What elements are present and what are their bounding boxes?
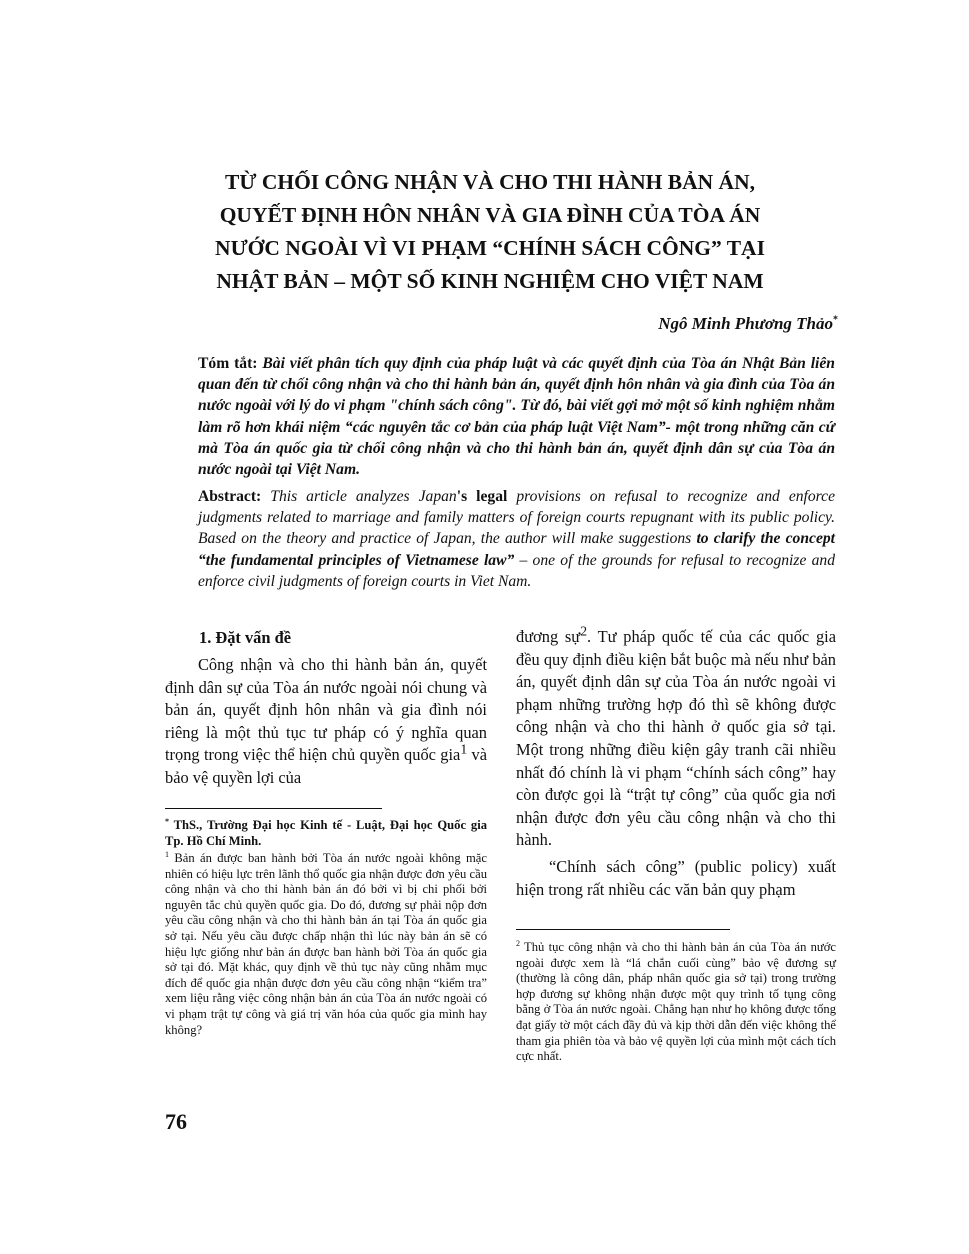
abstract-vn-text: Bài viết phân tích quy định của pháp luật và các quyết định của Tòa án Nhật Bản liên quan đến từ chối công nhận và cho thi hành bản án, quyết định hôn nhân và gia đình của Tòa án nước ngoài với lý do vi phạm "chính sách công". Từ đó, bài viết gợi mở một số kinh nghiệm nhằm làm rõ hơn khái niệm “các nguyên tắc cơ bản của pháp luật Việt Nam”- một trong những căn cứ mà Tòa án quốc gia từ chối công nhận và cho thi hành bản án, quyết định dân sự của Tòa án nước ngoài tại Việt Nam. (198, 355, 835, 479)
abstract-en-text: – one of the grounds for refusal to recognize and enforce civil judgments of foreign courts in Viet Nam. (198, 551, 835, 590)
paragraph-text: và bảo vệ quyền lợi của (165, 745, 487, 787)
page-number: 76 (165, 1109, 187, 1134)
author-byline (450, 314, 838, 334)
abstract-en-bold: to clarify the concept “the fundamental principles of Vietnamese law” (198, 530, 835, 569)
abstract-en-text: This article analyzes Japan (270, 488, 457, 505)
body-paragraph (516, 623, 836, 852)
author-name: Ngô Minh Phương Thảo (658, 314, 833, 333)
title-line: NƯỚC NGOÀI VÌ VI PHẠM “CHÍNH SÁCH CÔNG” TẠI (215, 236, 765, 260)
abstract-en-bold: 's legal (456, 488, 508, 505)
title-line: TỪ CHỐI CÔNG NHẬN VÀ CHO THI HÀNH BẢN ÁN, (225, 170, 755, 194)
body-paragraph (165, 654, 487, 790)
footnote-author (165, 818, 487, 849)
paragraph-text: Công nhận và cho thi hành bản án, quyết định dân sự của Tòa án nước ngoài nói chung và bản án, quyết định hôn nhân và gia đình nói riêng là một thủ tục tư pháp có ý nghĩa quan trọng trong việc thể hiện chủ quyền quốc gia (165, 655, 487, 765)
footnote-text: ThS., Trường Đại học Kinh tế - Luật, Đại học Quốc gia Tp. Hồ Chí Minh. (165, 818, 487, 848)
paragraph-text: . Tư pháp quốc tế của các quốc gia đều quy định điều kiện bắt buộc mà nếu như bản án, quyết định dân sự của Tòa án nước ngoài vi phạm những trường hợp đó thì sẽ không được công nhận và cho thi hành ở quốc gia sở tại. Một trong những điều kiện gây tranh cãi nhiều nhất đó chính là vi phạm “chính sách công” hay còn được gọi là “trật tự công” của quốc gia nơi nhận được đơn yêu cầu công nhận và cho thi hành. (516, 627, 836, 850)
footnote-text: Bản án được ban hành bởi Tòa án nước ngoài không mặc nhiên có hiệu lực trên lãnh thổ quốc gia nhận được đơn yêu cầu công nhận và cho thi hành bản án đó bởi vì bị chi phối bởi nguyên tắc chủ quyền quốc gia. Do đó, đương sự phải nộp đơn yêu cầu công nhận và cho thi hành bản án tại Tòa án quốc gia sở tại. Nếu yêu cầu được chấp nhận thì lúc này bản án sẽ có hiệu lực giống như bản án được ban hành bởi Tòa án quốc gia sở tại đó. Mặt khác, quy định về thủ tục này cũng nhằm mục đích để quốc gia nhận được đơn yêu cầu công nhận “kiểm tra” xem liệu rằng việc công nhận bản án của Tòa án nước ngoài có vi phạm trật tự công và giá trị văn hóa của quốc gia mình hay không? (165, 851, 487, 1037)
footnote-2 (516, 940, 836, 1065)
abstract-english (198, 486, 835, 592)
footnote-divider (165, 808, 382, 809)
footnote-divider (516, 929, 730, 930)
footnote-text: Thủ tục công nhận và cho thi hành bản án của Tòa án nước ngoài được xem là “lá chắn cuối cùng” bảo vệ đương sự (thường là công dân, pháp nhân quốc gia sở tại) trong trường hợp đương sự không nhận được một quy trình tố tụng công bằng ở Tòa án nước ngoài. Chẳng hạn như họ không được tống đạt giấy tờ một cách đầy đủ và kịp thời dẫn đến việc không thể tham gia phiên tòa và bảo vệ quyền lợi của mình một cách tích cực nhất. (516, 940, 836, 1064)
section-heading: 1. Đặt vấn đề (199, 628, 291, 647)
footnote-mark: * (165, 816, 169, 826)
abstract-vn-label: Tóm tắt: (198, 355, 258, 372)
footnote-ref: 2 (580, 623, 588, 639)
author-footnote-mark: * (833, 314, 838, 326)
footnote-mark: 2 (516, 938, 520, 948)
footnote-mark: 1 (165, 849, 169, 859)
body-column-right (516, 623, 836, 901)
footnote-ref: 1 (460, 741, 468, 757)
abstract-vietnamese (198, 353, 835, 480)
article-title (150, 166, 830, 298)
abstract-en-text: provisions on refusal to recognize and enforce judgments related to marriage and family matters of foreign courts repugnant with its public policy. Based on the theory and practice of Japan, the author will make suggestions (198, 488, 835, 548)
title-line: QUYẾT ĐỊNH HÔN NHÂN VÀ GIA ĐÌNH CỦA TÒA ÁN (219, 203, 761, 227)
paragraph-text: đương sự (516, 627, 581, 646)
body-column-left (165, 626, 487, 790)
body-paragraph: “Chính sách công” (public policy) xuất hiện trong rất nhiều các văn bản quy phạm (516, 856, 836, 899)
footnote-1 (165, 851, 487, 1038)
abstract-en-label: Abstract: (198, 488, 262, 505)
title-line: NHẬT BẢN – MỘT SỐ KINH NGHIỆM CHO VIỆT NAM (216, 269, 764, 293)
